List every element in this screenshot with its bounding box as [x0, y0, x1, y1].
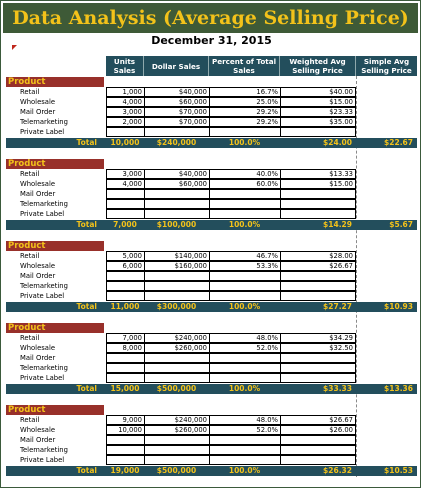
total-units: 15,000	[110, 384, 140, 393]
cell-units[interactable]	[106, 435, 145, 445]
total-units: 19,000	[110, 466, 140, 475]
cell-dollar[interactable]	[144, 363, 210, 373]
row-label: Retail	[20, 252, 40, 260]
cell-units[interactable]	[106, 445, 145, 455]
total-dollar: $500,000	[156, 466, 197, 475]
cell-units[interactable]: 6,000	[106, 261, 145, 271]
cell-percent[interactable]	[209, 271, 281, 281]
cell-percent[interactable]	[209, 209, 281, 219]
total-simple: $5.67	[389, 220, 413, 229]
cell-dollar[interactable]: $70,000	[144, 117, 210, 127]
row-label: Telemarketing	[20, 200, 68, 208]
header-dollar: Dollar Sales	[144, 56, 209, 76]
cell-dollar[interactable]: $140,000	[144, 251, 210, 261]
row-label: Mail Order	[20, 108, 56, 116]
header-percent: Percent of Total Sales	[209, 56, 280, 76]
cell-percent[interactable]	[209, 373, 281, 383]
cell-percent[interactable]	[209, 455, 281, 465]
total-units: 10,000	[110, 138, 140, 147]
cell-dollar[interactable]: $240,000	[144, 333, 210, 343]
cell-dollar[interactable]	[144, 209, 210, 219]
cell-weighted[interactable]	[280, 189, 356, 199]
row-label: Wholesale	[20, 426, 56, 434]
page-title: Data Analysis (Average Selling Price)	[12, 7, 409, 29]
total-dollar: $500,000	[156, 384, 197, 393]
cell-weighted[interactable]	[280, 291, 356, 301]
cell-units[interactable]: 2,000	[106, 117, 145, 127]
cell-units[interactable]	[106, 353, 145, 363]
cell-percent[interactable]	[209, 445, 281, 455]
cell-percent[interactable]: 40.0%	[209, 169, 281, 179]
cell-percent[interactable]: 16.7%	[209, 87, 281, 97]
cell-dollar[interactable]: $260,000	[144, 343, 210, 353]
cell-dollar[interactable]	[144, 199, 210, 209]
cell-dollar[interactable]: $160,000	[144, 261, 210, 271]
cell-weighted[interactable]	[280, 445, 356, 455]
total-weighted: $27.27	[323, 302, 352, 311]
cell-percent[interactable]	[209, 189, 281, 199]
cell-weighted[interactable]	[280, 353, 356, 363]
cell-units[interactable]: 3,000	[106, 107, 145, 117]
product-label: Product	[6, 159, 104, 169]
cell-units[interactable]: 7,000	[106, 333, 145, 343]
cell-dollar[interactable]: $70,000	[144, 107, 210, 117]
cell-percent[interactable]: 29.2%	[209, 107, 281, 117]
cell-weighted[interactable]	[280, 373, 356, 383]
cell-units[interactable]	[106, 189, 145, 199]
total-units: 7,000	[113, 220, 137, 229]
cell-units[interactable]	[106, 281, 145, 291]
cell-dollar[interactable]	[144, 373, 210, 383]
cell-weighted[interactable]: $15.00	[280, 179, 356, 189]
cell-units[interactable]: 3,000	[106, 169, 145, 179]
cell-units[interactable]	[106, 127, 145, 137]
cell-weighted[interactable]: $35.00	[280, 117, 356, 127]
total-weighted: $26.32	[323, 466, 352, 475]
cell-dollar[interactable]: $40,000	[144, 169, 210, 179]
cell-percent[interactable]	[209, 199, 281, 209]
cell-dollar[interactable]	[144, 189, 210, 199]
cell-units[interactable]	[106, 373, 145, 383]
cell-weighted[interactable]: $13.33	[280, 169, 356, 179]
total-percent: 100.0%	[228, 220, 261, 229]
cell-weighted[interactable]	[280, 271, 356, 281]
row-label: Retail	[20, 170, 40, 178]
cell-dollar[interactable]: $240,000	[144, 415, 210, 425]
cell-units[interactable]: 1,000	[106, 87, 145, 97]
cell-weighted[interactable]: $26.67	[280, 261, 356, 271]
total-percent: 100.0%	[228, 384, 261, 393]
row-label: Telemarketing	[20, 118, 68, 126]
cell-weighted[interactable]	[280, 435, 356, 445]
row-label: Mail Order	[20, 354, 56, 362]
cell-units[interactable]: 9,000	[106, 415, 145, 425]
product-label: Product	[6, 77, 104, 87]
cell-dollar[interactable]	[144, 435, 210, 445]
row-label: Private Label	[20, 374, 65, 382]
row-label: Wholesale	[20, 344, 56, 352]
total-simple: $10.53	[384, 466, 413, 475]
cell-weighted[interactable]: $23.33	[280, 107, 356, 117]
total-label: Total	[76, 384, 97, 393]
cell-percent[interactable]	[209, 363, 281, 373]
cell-percent[interactable]	[209, 281, 281, 291]
cell-units[interactable]	[106, 199, 145, 209]
product-label: Product	[6, 323, 104, 333]
column-divider	[356, 76, 357, 477]
cell-dollar[interactable]: $40,000	[144, 87, 210, 97]
cell-units[interactable]	[106, 271, 145, 281]
cell-units[interactable]: 5,000	[106, 251, 145, 261]
total-simple: $22.67	[384, 138, 413, 147]
report-date: December 31, 2015	[151, 34, 272, 47]
cell-weighted[interactable]: $40.00	[280, 87, 356, 97]
total-weighted: $24.00	[323, 138, 352, 147]
row-label: Retail	[20, 416, 40, 424]
row-label: Wholesale	[20, 262, 56, 270]
header-units: Units Sales	[106, 56, 144, 76]
total-weighted: $14.29	[323, 220, 352, 229]
cell-weighted[interactable]	[280, 199, 356, 209]
row-label: Wholesale	[20, 98, 56, 106]
cell-dollar[interactable]	[144, 281, 210, 291]
title-bar	[3, 3, 418, 33]
cell-percent[interactable]: 25.0%	[209, 97, 281, 107]
total-label: Total	[76, 466, 97, 475]
cell-units[interactable]	[106, 209, 145, 219]
cell-units[interactable]: 4,000	[106, 179, 145, 189]
total-weighted: $33.33	[323, 384, 352, 393]
row-label: Private Label	[20, 456, 65, 464]
total-simple: $10.93	[384, 302, 413, 311]
comment-marker-icon	[12, 45, 17, 50]
cell-dollar[interactable]	[144, 353, 210, 363]
product-label: Product	[6, 241, 104, 251]
cell-weighted[interactable]	[280, 363, 356, 373]
product-label: Product	[6, 405, 104, 415]
cell-dollar[interactable]: $60,000	[144, 97, 210, 107]
cell-weighted[interactable]: $26.00	[280, 425, 356, 435]
cell-units[interactable]: 8,000	[106, 343, 145, 353]
row-label: Private Label	[20, 210, 65, 218]
total-dollar: $240,000	[156, 138, 197, 147]
cell-weighted[interactable]: $32.50	[280, 343, 356, 353]
total-label: Total	[76, 138, 97, 147]
header-weighted: Weighted Avg Selling Price	[280, 56, 356, 76]
cell-percent[interactable]	[209, 291, 281, 301]
cell-percent[interactable]: 52.0%	[209, 425, 281, 435]
cell-percent[interactable]	[209, 127, 281, 137]
row-label: Private Label	[20, 292, 65, 300]
total-label: Total	[76, 220, 97, 229]
cell-weighted[interactable]: $34.29	[280, 333, 356, 343]
cell-percent[interactable]: 60.0%	[209, 179, 281, 189]
row-label: Telemarketing	[20, 364, 68, 372]
row-label: Telemarketing	[20, 282, 68, 290]
cell-weighted[interactable]: $15.00	[280, 97, 356, 107]
cell-percent[interactable]: 46.7%	[209, 251, 281, 261]
row-label: Mail Order	[20, 190, 56, 198]
cell-dollar[interactable]	[144, 291, 210, 301]
cell-dollar[interactable]	[144, 445, 210, 455]
cell-weighted[interactable]	[280, 127, 356, 137]
row-label: Mail Order	[20, 436, 56, 444]
cell-units[interactable]: 4,000	[106, 97, 145, 107]
row-label: Telemarketing	[20, 446, 68, 454]
cell-weighted[interactable]: $28.00	[280, 251, 356, 261]
cell-percent[interactable]: 48.0%	[209, 415, 281, 425]
cell-percent[interactable]	[209, 353, 281, 363]
total-dollar: $100,000	[156, 220, 197, 229]
cell-percent[interactable]: 52.0%	[209, 343, 281, 353]
cell-dollar[interactable]: $260,000	[144, 425, 210, 435]
total-percent: 100.0%	[228, 302, 261, 311]
total-percent: 100.0%	[228, 138, 261, 147]
cell-weighted[interactable]	[280, 281, 356, 291]
total-dollar: $300,000	[156, 302, 197, 311]
row-label: Retail	[20, 88, 40, 96]
total-units: 11,000	[110, 302, 140, 311]
cell-weighted[interactable]	[280, 209, 356, 219]
cell-percent[interactable]	[209, 435, 281, 445]
cell-units[interactable]	[106, 291, 145, 301]
cell-units[interactable]	[106, 455, 145, 465]
cell-dollar[interactable]	[144, 271, 210, 281]
cell-percent[interactable]: 48.0%	[209, 333, 281, 343]
cell-percent[interactable]: 53.3%	[209, 261, 281, 271]
cell-dollar[interactable]	[144, 455, 210, 465]
total-label: Total	[76, 302, 97, 311]
cell-dollar[interactable]	[144, 127, 210, 137]
cell-percent[interactable]: 29.2%	[209, 117, 281, 127]
cell-weighted[interactable]	[280, 455, 356, 465]
total-percent: 100.0%	[228, 466, 261, 475]
cell-dollar[interactable]: $60,000	[144, 179, 210, 189]
row-label: Wholesale	[20, 180, 56, 188]
header-simple: Simple Avg Selling Price	[356, 56, 417, 76]
row-label: Private Label	[20, 128, 65, 136]
total-simple: $13.36	[384, 384, 413, 393]
cell-units[interactable]	[106, 363, 145, 373]
row-label: Mail Order	[20, 272, 56, 280]
row-label: Retail	[20, 334, 40, 342]
cell-weighted[interactable]: $26.67	[280, 415, 356, 425]
cell-units[interactable]: 10,000	[106, 425, 145, 435]
